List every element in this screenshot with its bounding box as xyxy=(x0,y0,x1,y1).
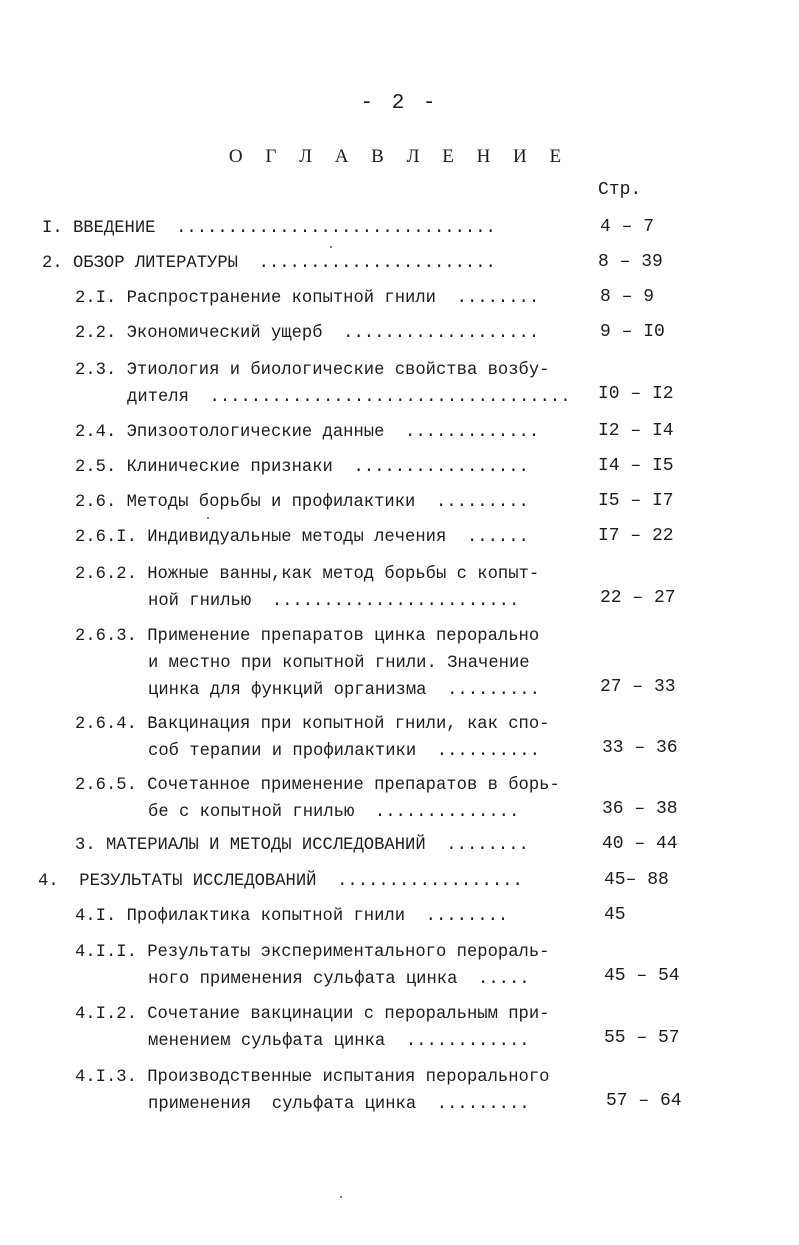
toc-heading: О Г Л А В Л Е Н И Е xyxy=(228,146,571,167)
toc-entry-text: 2.6.I. Индивидуальные методы лечения ...... xyxy=(75,528,529,547)
toc-entry-pages: 45 xyxy=(604,905,626,925)
toc-entry-pages: 22 – 27 xyxy=(600,588,676,608)
toc-entry-pages: I7 – 22 xyxy=(598,526,674,546)
toc-entry-pages: I0 – I2 xyxy=(598,384,674,404)
toc-entry-pages: 36 – 38 xyxy=(602,799,678,819)
toc-entry-text: 4.I.2. Сочетание вакцинации с пероральным при- xyxy=(75,1005,550,1024)
toc-entry-text: I. ВВЕДЕНИЕ ............................... xyxy=(42,219,496,238)
toc-entry-text: 2.6.4. Вакцинация при копытной гнили, как спо- xyxy=(75,715,550,734)
toc-entry-text: 2.6.2. Ножные ванны,как метод борьбы с копыт- xyxy=(75,565,540,584)
scan-speck xyxy=(340,1196,342,1198)
toc-entry-text-continued: соб терапии и профилактики .......... xyxy=(148,742,540,761)
toc-entry-pages: 9 – I0 xyxy=(600,322,665,342)
toc-entry-text-continued: ной гнилью ........................ xyxy=(148,592,520,611)
toc-entry-text: 4.I.I. Результаты экспериментального перораль- xyxy=(75,943,550,962)
toc-entry-text: 2.2. Экономический ущерб ................... xyxy=(75,324,540,343)
toc-entry-pages: 27 – 33 xyxy=(600,677,676,697)
toc-entry-text: 2.6. Методы борьбы и профилактики ......... xyxy=(75,493,529,512)
toc-entry-pages: 45– 88 xyxy=(604,870,669,890)
toc-entry-text-continued: менением сульфата цинка ............ xyxy=(148,1032,530,1051)
toc-entry-pages: 8 – 39 xyxy=(598,252,663,272)
toc-entry-text-continued: применения сульфата цинка ......... xyxy=(148,1095,530,1114)
toc-entry-pages: 4 – 7 xyxy=(600,217,655,237)
toc-entry-pages: I2 – I4 xyxy=(598,421,674,441)
toc-entry-text: 2.6.3. Применение препаратов цинка перорально xyxy=(75,627,540,646)
toc-entry-pages: 45 – 54 xyxy=(604,966,680,986)
pages-column-label: Стр. xyxy=(598,180,642,200)
toc-entry-text: 2.3. Этиология и биологические свойства возбу- xyxy=(75,361,550,380)
toc-entry-text: 2. ОБЗОР ЛИТЕРАТУРЫ ....................... xyxy=(42,254,496,273)
toc-entry-text: 2.5. Клинические признаки ................. xyxy=(75,458,529,477)
toc-entry-pages: 33 – 36 xyxy=(602,738,678,758)
toc-entry-pages: 57 – 64 xyxy=(606,1091,682,1111)
toc-entry-text-continued: ного применения сульфата цинка ..... xyxy=(148,970,530,989)
toc-entry-text: 2.I. Распространение копытной гнили ........ xyxy=(75,289,540,308)
toc-entry-text-continued: и местно при копытной гнили. Значение xyxy=(148,654,530,673)
toc-entry-text-continued: цинка для функций организма ......... xyxy=(148,681,540,700)
toc-entry-text-continued: бе с копытной гнилью .............. xyxy=(148,803,520,822)
toc-entry-text: 4.I.3. Производственные испытания перорального xyxy=(75,1068,550,1087)
toc-entry-text: 4. РЕЗУЛЬТАТЫ ИССЛЕДОВАНИЙ .................. xyxy=(38,872,523,891)
toc-entry-text: 4.I. Профилактика копытной гнили ........ xyxy=(75,907,509,926)
toc-entry-pages: 8 – 9 xyxy=(600,287,655,307)
toc-entry-pages: 55 – 57 xyxy=(604,1028,680,1048)
toc-entry-pages: I4 – I5 xyxy=(598,456,674,476)
toc-entry-text: 3. МАТЕРИАЛЫ И МЕТОДЫ ИССЛЕДОВАНИЙ ........ xyxy=(75,836,529,855)
toc-entry-pages: I5 – I7 xyxy=(598,491,674,511)
toc-entry-text: 2.4. Эпизоотологические данные ............. xyxy=(75,423,540,442)
toc-entry-text-continued: дителя ................................... xyxy=(127,388,571,407)
toc-entry-text: 2.6.5. Сочетанное применение препаратов в борь- xyxy=(75,776,560,795)
toc-entry-pages: 40 – 44 xyxy=(602,834,678,854)
scan-speck xyxy=(207,517,209,519)
scan-speck xyxy=(330,246,332,248)
page-number: - 2 - xyxy=(360,92,439,115)
